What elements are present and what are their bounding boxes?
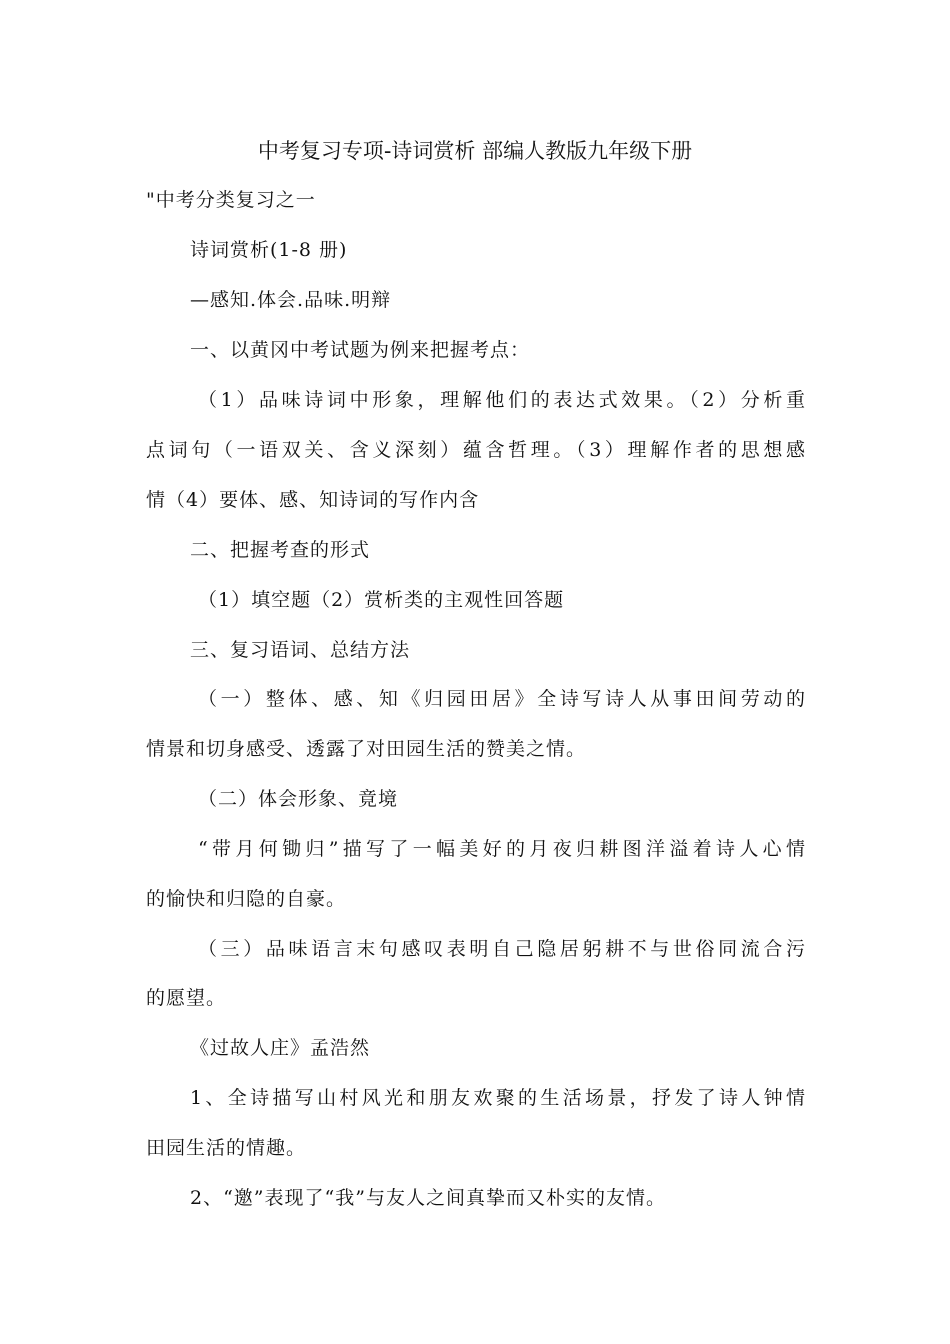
paragraph-line: 的愉快和归隐的自豪。 (146, 888, 347, 910)
paragraph-line: 1、全诗描写山村风光和朋友欢聚的生活场景，抒发了诗人钟情 (190, 1087, 806, 1109)
paragraph-line: "中考分类复习之一 (146, 189, 316, 211)
document-title: 中考复习专项-诗词赏析 部编人教版九年级下册 (257, 139, 693, 163)
paragraph-line: （1）品味诗词中形象，理解他们的表达式效果。（2）分析重 (198, 389, 806, 411)
paragraph-line: 2、“邀”表现了“我”与友人之间真挚而又朴实的友情。 (190, 1187, 666, 1209)
paragraph-line: —感知.体会.品味.明辩 (190, 289, 392, 311)
paragraph-line: 《过故人庄》孟浩然 (190, 1037, 371, 1059)
paragraph-line: “带月何锄归”描写了一幅美好的月夜归耕图洋溢着诗人心情 (198, 838, 806, 860)
paragraph-line: （三）品味语言末句感叹表明自己隐居躬耕不与世俗同流合污 (198, 938, 806, 960)
paragraph-line: 情（4）要体、感、知诗词的写作内含 (146, 489, 480, 511)
paragraph-line: 三、复习语词、总结方法 (190, 639, 411, 661)
paragraph-line: 情景和切身感受、透露了对田园生活的赞美之情。 (146, 738, 587, 760)
paragraph-line: 一、以黄冈中考试题为例来把握考点： (190, 339, 531, 361)
paragraph-line: 的愿望。 (146, 987, 227, 1009)
paragraph-line: 诗词赏析(1-8 册) (190, 239, 348, 261)
paragraph-line: （一）整体、感、知《归园田居》全诗写诗人从事田间劳动的 (198, 688, 806, 710)
paragraph-line: 田园生活的情趣。 (146, 1137, 307, 1159)
paragraph-line: 点词句（一语双关、含义深刻）蕴含哲理。（3）理解作者的思想感 (146, 439, 806, 461)
paragraph-line: 二、把握考查的形式 (190, 539, 371, 561)
paragraph-line: （1）填空题（2）赏析类的主观性回答题 (198, 589, 565, 611)
paragraph-line: （二）体会形象、竟境 (198, 788, 399, 810)
